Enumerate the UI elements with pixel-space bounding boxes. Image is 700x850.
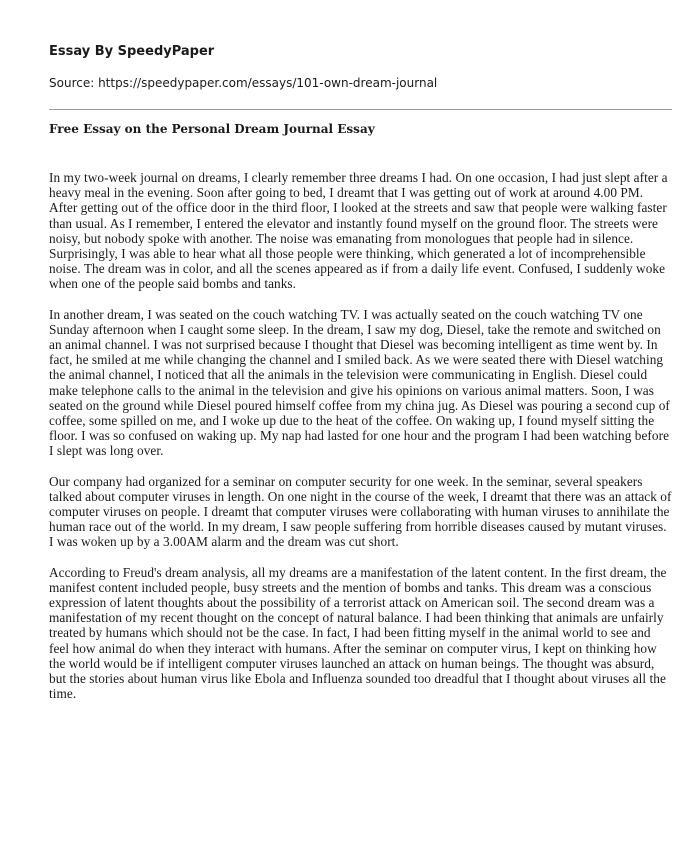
header-divider bbox=[49, 109, 672, 110]
source-line: Source: https://speedypaper.com/essays/101-own-dream-journal bbox=[49, 76, 438, 90]
essay-paragraph: In my two-week journal on dreams, I clearly remember three dreams I had. On one occasion, I had just slept after a heavy meal in the evening. Soon after going to bed, I dreamt that I was getting out of work at around 4.00 PM. After getting out of the office door in the third floor, I looked at the streets and saw that people were walking faster than usual. As I remember, I entered the elevator and instantly found myself on the ground floor. The streets were noisy, but nobody spoke with another. The noise was emanating from monologues that people had in silence. Surprisingly, I was able to hear what all those people were thinking, which generated a lot of incomprehensible noise. The dream was in color, and all the scenes appeared as if from a daily life event. Confused, I suddenly woke when one of the people said bombs and tanks. bbox=[49, 170, 668, 292]
essay-paragraph: According to Freud's dream analysis, all my dreams are a manifestation of the latent content. In the first dream, the manifest content included people, busy streets and the mention of bombs and tanks. This dream was a conscious expression of latent thoughts about the possibility of a terrorist attack on American soil. The second dream was a manifestation of my recent thought on the concept of natural balance. I had been thinking that animals are unfairly treated by humans which should not be the case. In fact, I had been fitting myself in the animal world to see and feel how animal do when they interact with humans. After the seminar on computer virus, I kept on thinking how the world would be if intelligent computer viruses launched an attack on human beings. The thought was absurd, but the stories about human virus like Ebola and Influenza sounded too dreadful that I thought about viruses all the time. bbox=[49, 564, 667, 702]
essay-body bbox=[49, 170, 672, 702]
essay-paragraph: Our company had organized for a seminar on computer security for one week. In the seminar, several speakers talked about computer viruses in length. On one night in the course of the week, I dreamt that there was an attack of computer viruses on people. I dreamt that computer viruses were collaborating with human viruses to annihilate the human race out of the world. In my dream, I saw people suffering from horrible diseases caused by mutant viruses. I was woken up by a 3.00AM alarm and the dream was cut short. bbox=[49, 473, 672, 550]
essay-paragraph: In another dream, I was seated on the couch watching TV. I was actually seated on the couch watching TV one Sunday afternoon when I caught some sleep. In the dream, I saw my dog, Diesel, take the remote and switched on an animal channel. I was not surprised because I thought that Diesel was becoming intelligent as time went by. In fact, he smiled at me while changing the channel and I smiled back. As we were seated there with Diesel watching the animal channel, I noticed that all the animals in the television were communicating in English. Diesel could make telephone calls to the animal in the television and give his opinions on various animal matters. Soon, I was seated on the ground while Diesel poured himself coffee from my china jug. As Diesel was pouring a second cup of coffee, some spilled on me, and I woke up due to the heat of the coffee. On waking up, I found myself sitting the floor. I was so confused on waking up. My nap had lasted for one hour and the program I had been watching before I slept was long over. bbox=[49, 306, 670, 459]
document-header-title: Essay By SpeedyPaper bbox=[49, 44, 215, 59]
essay-title: Free Essay on the Personal Dream Journal Essay bbox=[49, 122, 375, 136]
